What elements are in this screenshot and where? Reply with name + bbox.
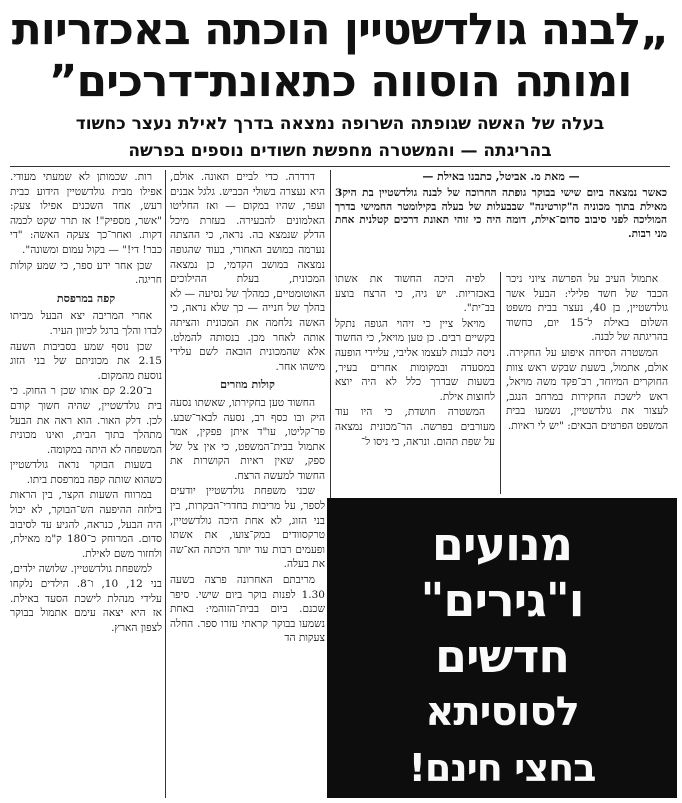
column-d-paragraph: ב־2.20 קם אותו שכן ר החוק. כי בית גולדשטיין, שהיה חשוך קודם לכן. דלק האור. הוא ראה את הבעל מתהלך בתוך הבית, ואינו מכונית המשפחה לא היתה במקומה. xyxy=(10,385,162,456)
subheadline-line-1: בעלה של האשה שגופתה השרופה נמצאה בדרך לאילת נעצר כחשוד xyxy=(75,114,605,134)
ad-line-2: ו"גירים" xyxy=(420,573,584,627)
subheadline-line-2: בהריגתה — והמשטרה מחפשת חשודים נוספים בפרשה xyxy=(128,141,552,161)
header-divider xyxy=(10,166,670,167)
column-c-paragraph: דרדרה. כדי לביים תאונה. אולם, היא נעצרה בשולי הכביש. גלגל אבנים ועפר, שהיו במקום — ואז החליטו האלמונים להבעירה. בעזרת מיכל הדלק שנמצא בה. נראה, כי ההצתה נערמה במושב האחורי, בעוד שהגופה נמצאה במושב הקדמי, כן נמצאה המכונית, בעלת ההילוכים האוטומטיים, כמהלך של נסיעה — לא בהלך של חנייה — כך שלא נראה, כי האשה נלחמה את המכונית והציתה אותה לאחר מכן. בנסותה להמלט. אלא שהמכונית הובאה לשם עלידי מישהו אחר. xyxy=(170,171,325,373)
column-a-paragraph: המשטרה הסיחה איפוע על החקירה. אולם, אתמול, בשעת שבקש ראש צוות החוקרים המיוחד, רב־פקד משה מויאל, ראש לישכת החקירות במרחב הנגב, לעצור את גולדשטיין, נשמעו בבית המשפט הפרטים הבאים: "יש לי ראיות. xyxy=(506,346,668,432)
column-d-paragraph: שכן נוסף שמע בסביבות השעה 2.15 את מכוניתם של בני הזוג נוסעת מהמקום. xyxy=(10,340,162,382)
column-d-paragraph: אחרי המריבה יצא הבעל מביתו לבדו והלך ברגל לכיוון העיר. xyxy=(10,310,162,337)
ad-line-1: מנועים xyxy=(431,517,573,571)
column-rule xyxy=(500,272,501,494)
column-b-paragraph: לפיה היכה החשוד את אשתו באכזריות. יש גיה, כי הרצח בוצע בב־ית". xyxy=(335,273,495,315)
ad-line-5: בחצי חינם! xyxy=(408,746,596,790)
column-b xyxy=(335,272,495,494)
column-d-paragraph: למשפחת גולדשטיין. שלושה ילדים, בני 12, 10, ו־8. הילדים נלקחו עלידי מנהלת לישכת הסעד באילת. אז היא יצאה עימם אתמול בבוקר לצפון הארץ. xyxy=(10,563,162,634)
byline: — מאת מ. אביטל, כתבנו באילת — xyxy=(422,170,580,183)
column-a-paragraph: אתמול העיב על הפרשה ציוני ניכר הכבד של חשד פלילי: הבעל אשר גולדשטיין, בן 40, נעצר בבית משפט השלום באילת ל־15 יום, כחשוד בהריגתה של לבנה. xyxy=(506,273,668,344)
column-d-paragraph: בשעות הבוקר נראה גולדשטיין כשהוא שותה קפה במרפסת ביתו. xyxy=(10,459,162,486)
column-d-paragraph: רות. שכמותן לא שמעתי מעודי. אפילו מבית גולדשטיין הידוע כבית רעש, אחד השכנים אפילו צעק: "אשר, מספיק"! אז תרר שקט לכמה דקות. ואחר־כך צעקה האשה: "די כבר! די!" — בקול עמום ומשונה". xyxy=(10,171,162,256)
advertisement-box xyxy=(327,498,677,798)
column-b-paragraph: מויאל ציין כי זיהוי הגופה נתקל בקשיים רבים. כן טען מויאל, כי החשוד ניסה לבנות לעצמו אליבי, עליידי הופעה במסעדה ובמקומות אחרים בעיר, בשעות שבדרך כלל לא היה יוצא לחוצות אילת. xyxy=(335,317,495,403)
ad-line-4: לסוסיתא xyxy=(425,689,579,735)
ad-line-3: חדשים xyxy=(434,629,570,683)
column-d xyxy=(10,170,162,798)
column-c-subheading: קולות מוזרים xyxy=(220,378,275,392)
column-b-paragraph: המשטרה חושדת, כי היו עוד מעורבים בפרשה. הר־מכונית נמצאה על שפת תהום. ונראה, כי ניסו ל־ xyxy=(335,406,495,448)
column-c-paragraph: שכני משפחת גולדשטיין יודעים לספר, על מריבות בחדרי־הבקרות, בין בני הזוג, לא אחת היכה גולדשטיין, טרקסוודים במק־צועו, את אשתו ופעמים רבות עוד יותר היכתה הא־שה את בעלה. xyxy=(170,485,325,571)
column-d-subheading: קפה במרפסת xyxy=(56,291,116,305)
headline-line-2: ומותה הוסווה כתאונת־דרכים” xyxy=(48,56,632,107)
column-c xyxy=(170,170,325,798)
column-a xyxy=(506,272,668,494)
column-c-paragraph: החשוד טען בחקירתו, שאשתו נסעה היק ובו כסף רב, נסעה לבאר־שבע. פר־קליטו, עו"ד איתן פפקין, אמר אתמול בבית־המשפט, כי אין צל של ספק, שאין ראיות הקושרות את החשוד למעשה הרצח. xyxy=(170,396,325,482)
column-rule xyxy=(165,170,166,798)
column-d-paragraph: שכן אחר ידע ספר, כי שמע קולות חריגה. xyxy=(10,259,162,287)
headline-line-1: „לבנה גולדשטיין הוכתה באכזריות xyxy=(11,4,669,55)
column-c-paragraph: מריבתם האחרונה פרצה בשעה 1.30 לפנות בוקר ביום שישי. סיפר שכנם. ביום בבית־הזוהמי: באחת נשמעו בבוקר קראתי עזרו ספר. החלה צעקות הד xyxy=(170,574,325,645)
column-d-paragraph: במרווח השעות הקצר, בין הראות בילוזה ההיפעה הש־הבוקר, לא יכול היה הבעל, כנראה, להגיע עד לסיבוב סדום. המרוחק כ־180 ק"מ מאילת, ולחזור משם לאילת. xyxy=(10,489,162,560)
page-edge-strip xyxy=(0,0,6,803)
lead-paragraph: כאשר נמצאה ביום שישי בבוקר גופתה החרוכה של לבנה גולדשטיין בת היק3 מאילת בתוך מכוניה ה"קורטינה" שבבעלות של בעלה בקילומטר החמישי בדרך המוליכה לפני סיבוב סדום־אילת, דומה היה כי זוהי תאונת דרכים קטלנית אחת מני רבות. xyxy=(335,187,667,240)
